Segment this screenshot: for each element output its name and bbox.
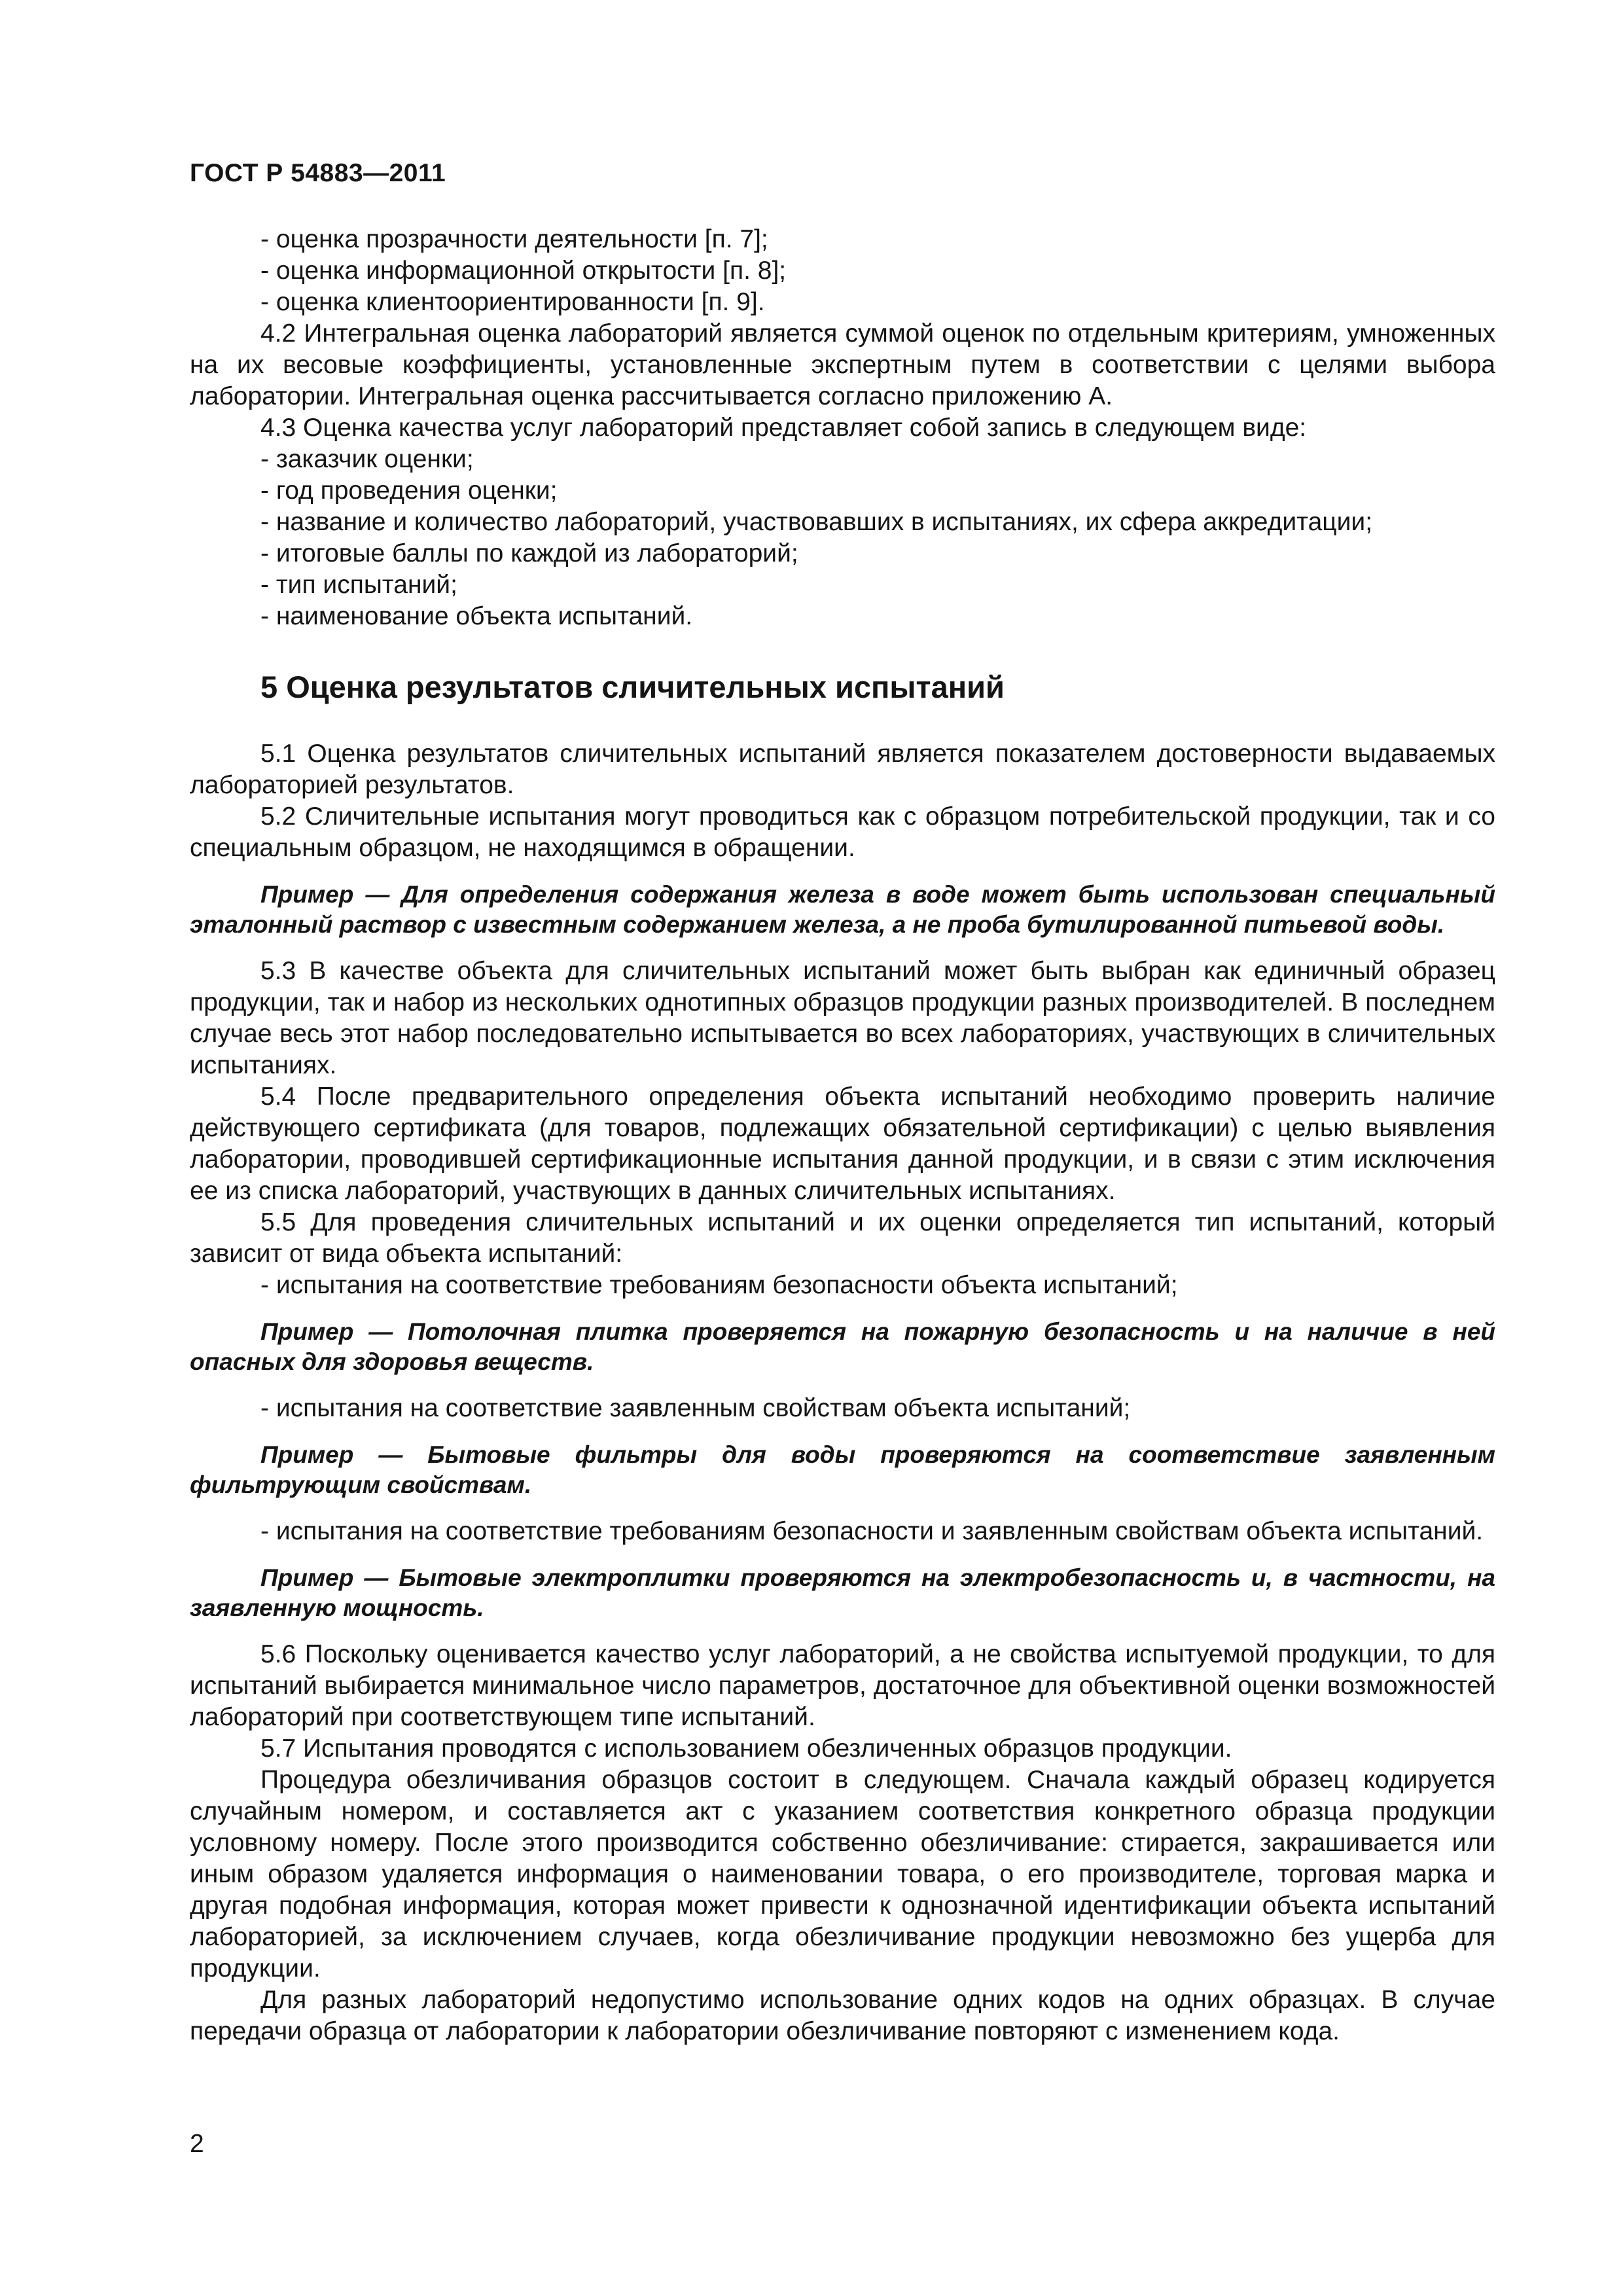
example-note: Пример — Бытовые электроплитки проверяются на электробезопасность и, в частности, на заявленную мощность. bbox=[190, 1564, 1495, 1621]
list-item: - оценка клиентоориентированности [п. 9]. bbox=[260, 288, 765, 316]
example-note: Пример — Бытовые фильтры для воды проверяются на соответствие заявленным фильтрующим свойствам. bbox=[190, 1441, 1495, 1498]
list-item: - испытания на соответствие требованиям безопасности объекта испытаний; bbox=[260, 1271, 1178, 1299]
paragraph-5-1: 5.1 Оценка результатов сличительных испытаний является показателем достоверности выдаваемых лабораторией результатов. bbox=[190, 740, 1495, 799]
list-item: - название и количество лабораторий, участвовавших в испытаниях, их сфера аккредитации; bbox=[260, 508, 1373, 536]
paragraph-5-7-procedure: Процедура обезличивания образцов состоит в следующем. Сначала каждый образец кодируется случайным номером, и составляется акт с указанием соответствия конкретного образца продукции условному номеру. После этого производится собственно обезличивание: стирается, закрашивается или иным образом удаляется информация о наименовании товара, о его производителе, торговая марка и другая подобная информация, которая может привести к однозначной идентификации объекта испытаний лабораторией, за исключением случаев, когда обезличивание продукции невозможно без ущерба для продукции. bbox=[190, 1766, 1495, 1982]
list-item: - испытания на соответствие заявленным свойствам объекта испытаний; bbox=[260, 1394, 1131, 1422]
running-header: ГОСТ Р 54883—2011 bbox=[190, 159, 446, 187]
paragraph-4-2: 4.2 Интегральная оценка лабораторий является суммой оценок по отдельным критериям, умноженных на их весовые коэффициенты, установленные экспертным путем в соответствии с целями выбора лаборатории. Интегральная оценка рассчитывается согласно приложению А. bbox=[190, 319, 1495, 410]
list-item: - заказчик оценки; bbox=[260, 445, 474, 473]
paragraph-4-3: 4.3 Оценка качества услуг лабораторий представляет собой запись в следующем виде: bbox=[260, 414, 1307, 442]
list-item: - итоговые баллы по каждой из лабораторий; bbox=[260, 539, 798, 567]
page-body bbox=[190, 224, 1495, 2047]
example-note: Пример — Потолочная плитка проверяется на пожарную безопасность и на наличие в ней опасных для здоровья веществ. bbox=[190, 1318, 1495, 1375]
paragraph-5-7: 5.7 Испытания проводятся с использованием обезличенных образцов продукции. bbox=[260, 1734, 1232, 1763]
example-note: Пример — Для определения содержания железа в воде может быть использован специальный эталонный раствор с известным содержанием железа, а не проба бутилированной питьевой воды. bbox=[190, 881, 1495, 938]
list-item: - год проведения оценки; bbox=[260, 476, 558, 505]
list-item: - оценка информационной открытости [п. 8]; bbox=[260, 257, 787, 285]
list-item: - тип испытаний; bbox=[260, 571, 457, 599]
paragraph-5-6: 5.6 Поскольку оценивается качество услуг лабораторий, а не свойства испытуемой продукции, то для испытаний выбирается минимальное число параметров, достаточное для объективной оценки возможностей лабораторий при соответствующем типе испытаний. bbox=[190, 1640, 1495, 1731]
section-5-heading: 5 Оценка результатов сличительных испытаний bbox=[260, 670, 1005, 704]
list-item: - оценка прозрачности деятельности [п. 7]; bbox=[260, 225, 768, 253]
page-number: 2 bbox=[190, 2130, 204, 2158]
paragraph-5-4: 5.4 После предварительного определения объекта испытаний необходимо проверить наличие действующего сертификата (для товаров, подлежащих обязательной сертификации) с целью выявления лаборатории, проводившей сертификационные испытания данной продукции, и в связи с этим исключения ее из списка лабораторий, участвующих в данных сличительных испытаниях. bbox=[190, 1083, 1495, 1205]
paragraph-5-2: 5.2 Сличительные испытания могут проводиться как с образцом потребительской продукции, так и со специальным образцом, не находящимся в обращении. bbox=[190, 802, 1495, 862]
list-item: - испытания на соответствие требованиям безопасности и заявленным свойствам объекта испытаний. bbox=[260, 1517, 1484, 1545]
paragraph-5-7-codes: Для разных лабораторий недопустимо использование одних кодов на одних образцах. В случае передачи образца от лаборатории к лаборатории обезличивание повторяют с изменением кода. bbox=[190, 1986, 1495, 2045]
paragraph-5-5: 5.5 Для проведения сличительных испытаний и их оценки определяется тип испытаний, который зависит от вида объекта испытаний: bbox=[190, 1208, 1495, 1268]
list-item: - наименование объекта испытаний. bbox=[260, 602, 693, 630]
paragraph-5-3: 5.3 В качестве объекта для сличительных испытаний может быть выбран как единичный образец продукции, так и набор из нескольких однотипных образцов продукции разных производителей. В последнем случае весь этот набор последовательно испытывается во всех лабораториях, участвующих в сличительных испытаниях. bbox=[190, 957, 1495, 1079]
